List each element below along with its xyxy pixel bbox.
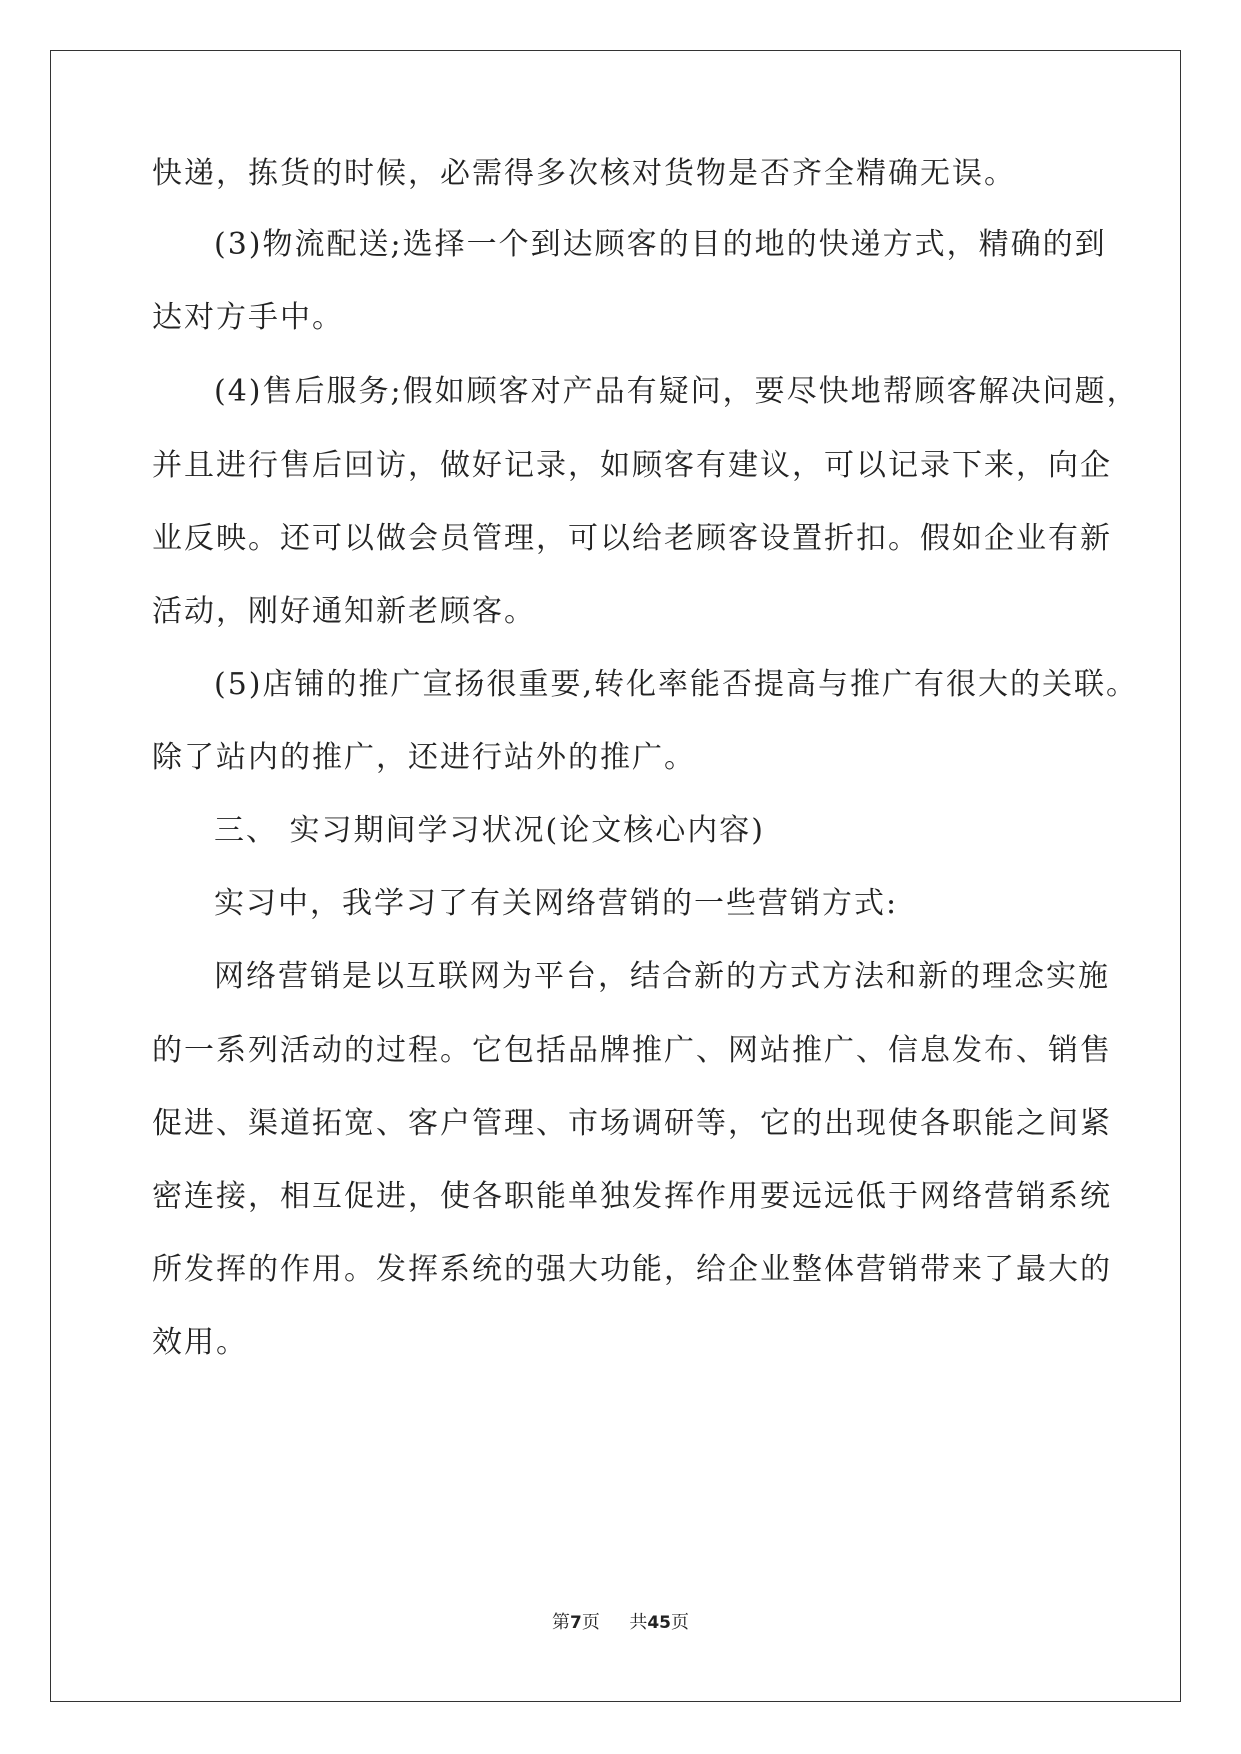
text-line-1: 快递，拣货的时候，必需得多次核对货物是否齐全精确无误。 xyxy=(152,156,1016,191)
page-footer xyxy=(0,1611,1241,1635)
text-line-16: 所发挥的作用。发挥系统的强大功能，给企业整体营销带来了最大的 xyxy=(152,1252,1112,1287)
text-line-13: 的一系列活动的过程。它包括品牌推广、网站推广、信息发布、销售 xyxy=(152,1033,1112,1068)
page-prefix: 第 xyxy=(552,1612,570,1633)
text-line-11: 实习中，我学习了有关网络营销的一些营销方式: xyxy=(214,886,899,921)
text-line-14: 促进、渠道拓宽、客户管理、市场调研等，它的出现使各职能之间紧 xyxy=(152,1106,1112,1141)
text-line-7: 活动，刚好通知新老顾客。 xyxy=(152,594,536,629)
text-line-3: 达对方手中。 xyxy=(152,300,344,335)
text-line-5: 并且进行售后回访，做好记录，如顾客有建议，可以记录下来，向企 xyxy=(152,448,1112,483)
text-line-6: 业反映。还可以做会员管理，可以给老顾客设置折扣。假如企业有新 xyxy=(152,521,1112,556)
text-line-2: (3)物流配送;选择一个到达顾客的目的地的快递方式，精确的到 xyxy=(214,227,1107,262)
text-line-12: 网络营销是以互联网为平台，结合新的方式方法和新的理念实施 xyxy=(214,959,1110,994)
section-heading: 三、 实习期间学习状况(论文核心内容) xyxy=(214,813,765,848)
total-suffix: 页 xyxy=(670,1612,689,1633)
page-suffix: 页 xyxy=(581,1612,600,1633)
text-line-8: (5)店铺的推广宣扬很重要,转化率能否提高与推广有很大的关联。 xyxy=(214,667,1139,702)
total-pages: 45 xyxy=(647,1613,671,1633)
text-line-15: 密连接，相互促进，使各职能单独发挥作用要远远低于网络营销系统 xyxy=(152,1179,1112,1214)
total-prefix: 共 xyxy=(629,1612,648,1633)
page-number: 7 xyxy=(570,1613,582,1633)
text-line-9: 除了站内的推广，还进行站外的推广。 xyxy=(152,740,696,775)
text-line-4: (4)售后服务;假如顾客对产品有疑问，要尽快地帮顾客解决问题， xyxy=(214,374,1139,409)
text-line-17: 效用。 xyxy=(152,1325,248,1360)
